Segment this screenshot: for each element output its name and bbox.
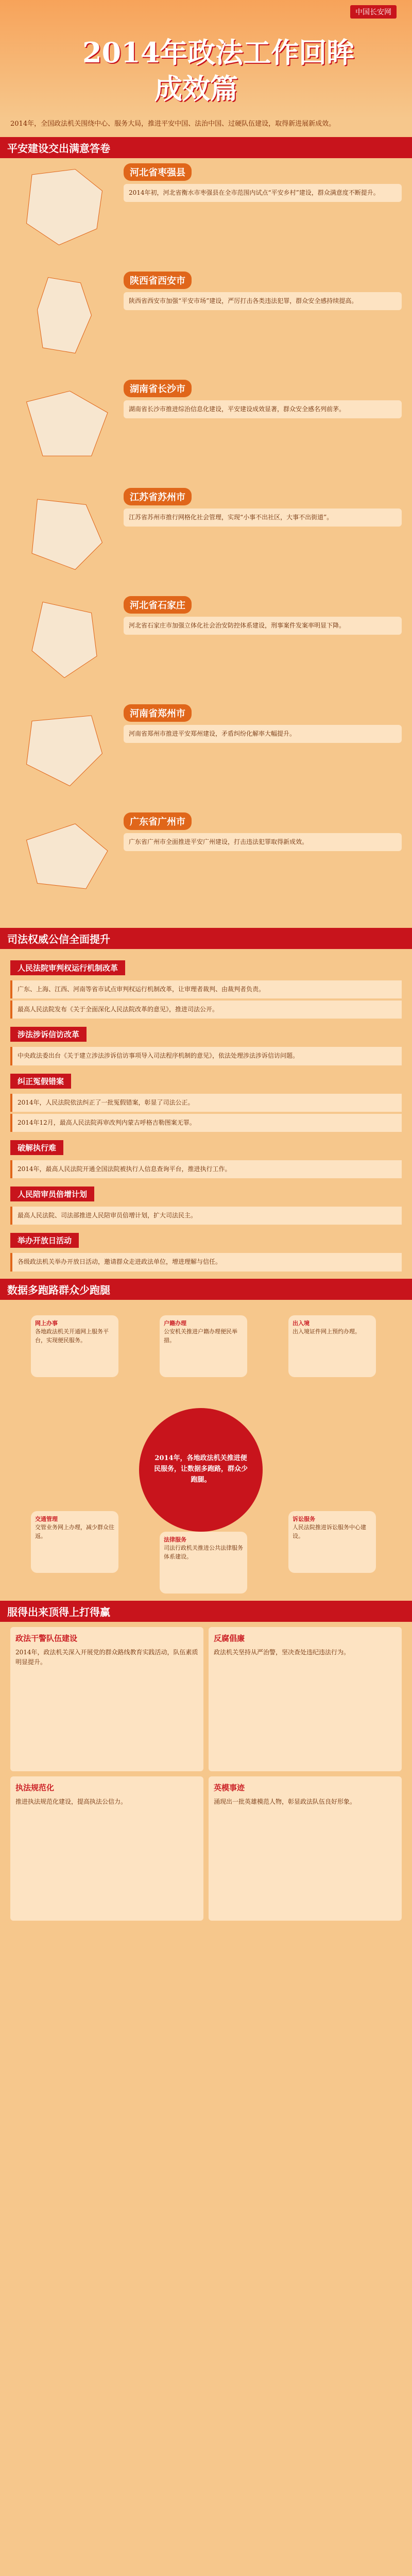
- judicial-paragraph: 中央政法委出台《关于建立涉法涉诉信访事项导入司法程序机制的意见》，依法处理涉法涉诉信访问题。: [10, 1047, 402, 1065]
- ring-item: [160, 1532, 247, 1594]
- province-map-icon: [10, 272, 118, 359]
- province-name: 陕西省西安市: [124, 272, 192, 289]
- province-item: [10, 704, 402, 812]
- judicial-paragraph: 2014年，最高人民法院开通全国法院被执行人信息查询平台，推进执行工作。: [10, 1160, 402, 1178]
- ring-item: [288, 1315, 376, 1377]
- info-card: [10, 1627, 203, 1771]
- province-text: 2014年初，河北省衡水市枣强县在全市范围内试点“平安乡村”建设，群众满意度不断提升。: [124, 184, 402, 202]
- province-item: [10, 272, 402, 380]
- judicial-paragraph: 最高人民法院、司法部推进人民陪审员倍增计划，扩大司法民主。: [10, 1207, 402, 1225]
- ring-item-title: 交通管理: [35, 1515, 58, 1522]
- judicial-paragraph: 最高人民法院发布《关于全面深化人民法院改革的意见》，推进司法公开。: [10, 1001, 402, 1019]
- province-map-icon: [10, 704, 118, 792]
- intro-text: 2014年，全国政法机关围绕中心、服务大局，推进平安中国、法治中国、过硬队伍建设，取得新进展新成效。: [10, 120, 336, 128]
- province-name: 江苏省苏州市: [124, 488, 192, 505]
- ring-item-text: 司法行政机关推进公共法律服务体系建设。: [164, 1545, 243, 1560]
- province-text: 河南省郑州市推进平安郑州建设，矛盾纠纷化解率大幅提升。: [124, 725, 402, 743]
- info-card: [10, 1776, 203, 1921]
- judicial-paragraph: 2014年，人民法院依法纠正了一批冤假错案，彰显了司法公正。: [10, 1094, 402, 1112]
- province-name: 河南省郑州市: [124, 704, 192, 722]
- province-name: 湖南省长沙市: [124, 380, 192, 397]
- ring-item-text: 交管业务网上办理，减少群众往返。: [35, 1524, 114, 1539]
- province-text: 河北省石家庄市加强立体化社会治安防控体系建设，刑事案件发案率明显下降。: [124, 617, 402, 635]
- province-item: [10, 163, 402, 272]
- card-grid: [10, 1627, 402, 1921]
- province-name: 广东省广州市: [124, 812, 192, 830]
- province-item: [10, 380, 402, 488]
- judicial-paragraph: 2014年12月，最高人民法院再审改判内蒙古呼格吉勒图案无罪。: [10, 1114, 402, 1132]
- card-text: 政法机关坚持从严治警，坚决查处违纪违法行为。: [214, 1648, 350, 1656]
- province-text: 湖南省长沙市推进综治信息化建设，平安建设成效显著，群众安全感名列前茅。: [124, 400, 402, 418]
- ring-item-text: 人民法院推进诉讼服务中心建设。: [293, 1524, 366, 1539]
- info-card: [209, 1627, 402, 1771]
- card-title: 执法规范化: [15, 1783, 55, 1792]
- card-title: 政法干警队伍建设: [15, 1633, 78, 1643]
- province-map-icon: [10, 812, 118, 900]
- province-map-icon: [10, 596, 118, 684]
- card-title: 反腐倡廉: [214, 1633, 245, 1643]
- ring-item-text: 公安机关推进户籍办理便民举措。: [164, 1328, 237, 1344]
- page-subtitle: 成效篇: [154, 72, 238, 105]
- province-item: [10, 596, 402, 704]
- province-list: [0, 163, 412, 921]
- judicial-subtitle: 涉法涉诉信访改革: [10, 1027, 87, 1042]
- ring-item-title: 网上办事: [35, 1319, 58, 1327]
- province-map-icon: [10, 380, 118, 467]
- card-text: 涌现出一批英雄模范人物，彰显政法队伍良好形象。: [214, 1798, 356, 1805]
- judicial-subtitle: 纠正冤假错案: [10, 1074, 71, 1089]
- province-map-icon: [10, 488, 118, 575]
- ring-item: [288, 1511, 376, 1573]
- ring-item: [31, 1315, 118, 1377]
- province-text: 江苏省苏州市推行网格化社会管理，实现“小事不出社区，大事不出街道”。: [124, 509, 402, 527]
- judicial-subtitle: 举办开放日活动: [10, 1233, 79, 1248]
- section-title-team: 服得出来顶得上打得赢: [0, 1601, 412, 1622]
- card-text: 2014年，政法机关深入开展党的群众路线教育实践活动，队伍素质明显提升。: [15, 1648, 198, 1666]
- card-text: 推进执法规范化建设，提高执法公信力。: [15, 1798, 127, 1805]
- section-title-safety: 平安建设交出满意答卷: [0, 137, 412, 158]
- ring-center: 2014年，各地政法机关推进便民服务，让数据多跑路，群众少跑腿。: [139, 1408, 263, 1532]
- section-title-judicial: 司法权威公信全面提升: [0, 928, 412, 949]
- service-ring: [10, 1305, 402, 1594]
- judicial-subtitle: 人民陪审员倍增计划: [10, 1187, 94, 1201]
- province-item: [10, 488, 402, 596]
- province-text: 广东省广州市全面推进平安广州建设，打击违法犯罪取得新成效。: [124, 833, 402, 851]
- ring-item-title: 诉讼服务: [293, 1515, 315, 1522]
- province-name: 河北省枣强县: [124, 163, 192, 181]
- card-title: 英模事迹: [214, 1783, 245, 1792]
- header-banner: [0, 0, 412, 118]
- ring-item-title: 法律服务: [164, 1536, 186, 1543]
- page-title: 2014年政法工作回眸: [82, 36, 355, 69]
- ring-item-text: 出入境证件网上预约办理。: [293, 1328, 360, 1335]
- info-card: [209, 1776, 402, 1921]
- province-name: 河北省石家庄: [124, 596, 192, 614]
- site-badge: 中国长安网: [350, 5, 397, 19]
- judicial-paragraph: 各级政法机关举办开放日活动，邀请群众走进政法单位，增进理解与信任。: [10, 1253, 402, 1271]
- province-map-icon: [10, 163, 118, 251]
- province-item: [10, 812, 402, 921]
- province-text: 陕西省西安市加强“平安市场”建设，严厉打击各类违法犯罪，群众安全感持续提高。: [124, 292, 402, 310]
- ring-item-title: 户籍办理: [164, 1319, 186, 1327]
- judicial-paragraph: 广东、上海、江西、河南等省市试点审判权运行机制改革，让审理者裁判、由裁判者负责。: [10, 980, 402, 998]
- ring-item-text: 各地政法机关开通网上服务平台，实现便民服务。: [35, 1328, 109, 1344]
- section-title-data: 数据多跑路群众少跑腿: [0, 1279, 412, 1300]
- ring-item: [31, 1511, 118, 1573]
- ring-item: [160, 1315, 247, 1377]
- ring-item-title: 出入境: [293, 1319, 310, 1327]
- judicial-subtitle: 破解执行难: [10, 1140, 63, 1155]
- judicial-subtitle: 人民法院审判权运行机制改革: [10, 960, 125, 975]
